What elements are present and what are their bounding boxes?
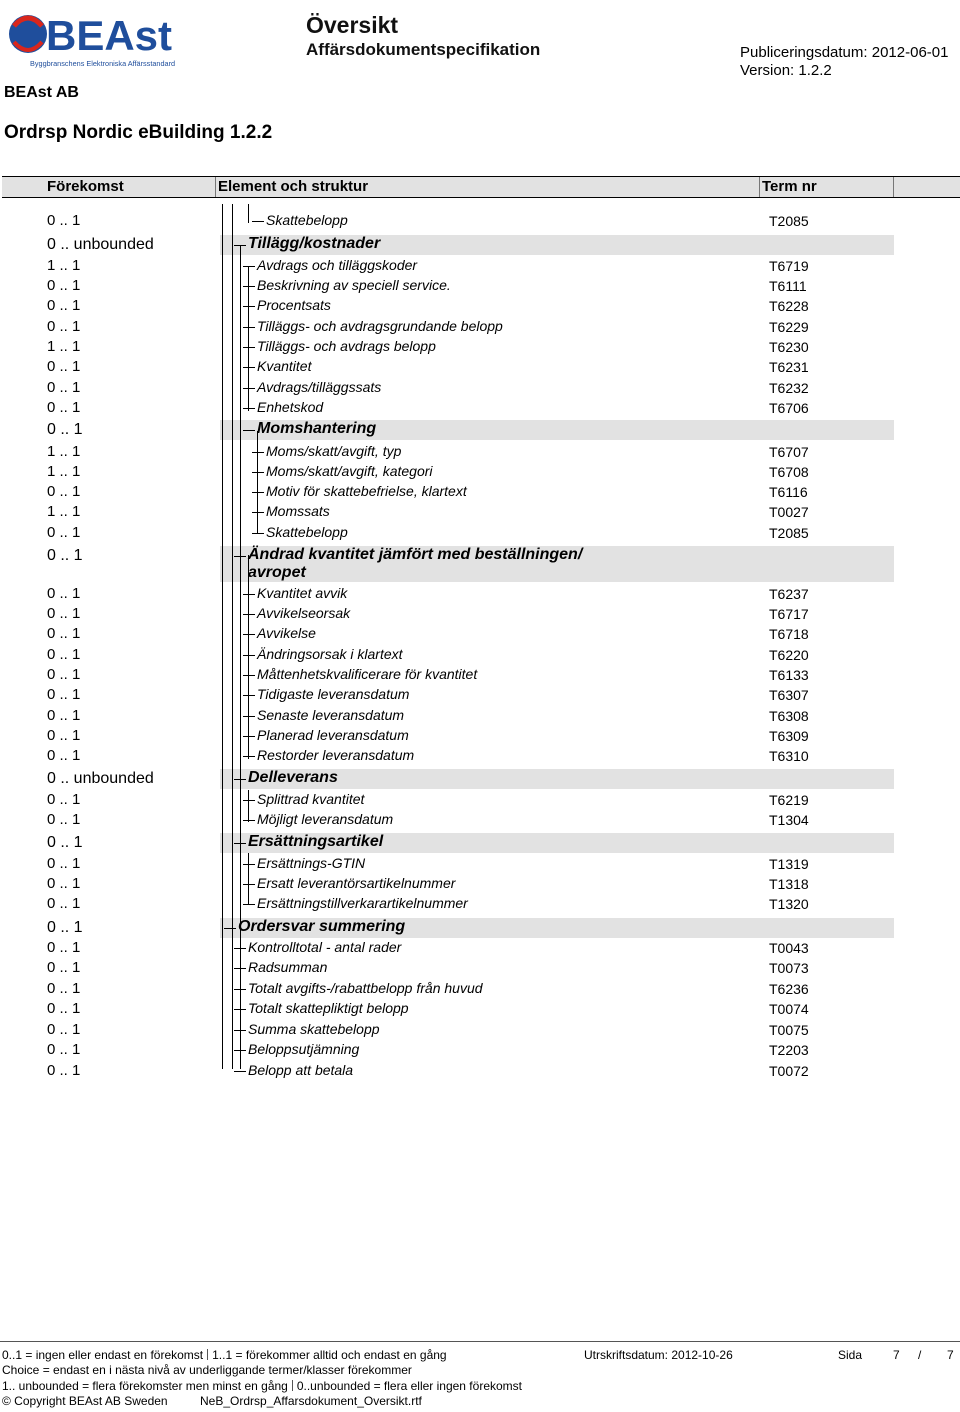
term-number: T1319 xyxy=(769,856,809,872)
group-row xyxy=(0,420,960,440)
term-number: T6718 xyxy=(769,626,809,642)
copyright: © Copyright BEAst AB Sweden xyxy=(2,1394,168,1408)
element-name: Radsumman xyxy=(248,959,328,975)
element-row xyxy=(0,378,960,398)
occurrence: 0 .. 1 xyxy=(47,895,81,912)
element-name: Procentsats xyxy=(257,297,331,313)
element-row xyxy=(0,746,960,766)
footer-divider xyxy=(0,1341,960,1342)
element-row xyxy=(0,523,960,543)
group-name: Tillägg/kostnader xyxy=(248,235,381,252)
occurrence: 0 .. 1 xyxy=(47,318,81,335)
term-number: T2203 xyxy=(769,1042,809,1058)
element-row xyxy=(0,958,960,978)
occurrence: 1 .. 1 xyxy=(47,338,81,355)
tree-connector xyxy=(243,800,255,801)
page-number: 7 xyxy=(893,1348,900,1362)
element-name: Ersättnings-GTIN xyxy=(257,855,366,871)
element-name: Moms/skatt/avgift, kategori xyxy=(266,463,433,479)
occurrence: 0 .. 1 xyxy=(47,547,83,564)
element-row xyxy=(0,462,960,482)
term-number: T1318 xyxy=(769,876,809,892)
occurrence: 0 .. 1 xyxy=(47,980,81,997)
term-number: T6309 xyxy=(769,728,809,744)
tree-guide xyxy=(248,204,249,223)
tree-connector xyxy=(243,306,255,307)
group-row xyxy=(0,546,960,582)
term-number: T6116 xyxy=(769,484,808,500)
occurrence: 0 .. 1 xyxy=(47,605,81,622)
version-label: Version: xyxy=(740,62,795,79)
tree-connector xyxy=(252,512,264,513)
element-row xyxy=(0,726,960,746)
occurrence: 0 .. 1 xyxy=(47,297,81,314)
occurrence: 0 .. 1 xyxy=(47,791,81,808)
term-number: T6706 xyxy=(769,400,809,416)
publication-date-value: 2012-06-01 xyxy=(871,44,949,61)
publication-date xyxy=(740,44,948,61)
col-divider xyxy=(759,177,760,197)
element-row xyxy=(0,502,960,522)
print-date-label: Utrskriftsdatum: xyxy=(584,1348,669,1362)
tree-connector xyxy=(252,492,264,493)
spec-title: Ordrsp Nordic eBuilding 1.2.2 xyxy=(4,122,273,143)
occurrence: 0 .. 1 xyxy=(47,399,81,416)
tree-guide xyxy=(248,555,249,759)
element-row xyxy=(0,398,960,418)
element-name: Ersatt leverantörsartikelnummer xyxy=(257,875,456,891)
legend-sep xyxy=(292,1380,293,1391)
term-number: T1320 xyxy=(769,896,809,912)
element-name: Möjligt leveransdatum xyxy=(257,811,394,827)
term-number: T0027 xyxy=(769,504,809,520)
group-row xyxy=(0,833,960,853)
element-name: Avdrags/tilläggssats xyxy=(257,379,382,395)
legend-sep xyxy=(207,1349,208,1360)
tree-guide xyxy=(222,204,223,1069)
term-number: T6228 xyxy=(769,298,809,314)
group-name: Ersättningsartikel xyxy=(248,833,384,850)
term-number: T0043 xyxy=(769,940,809,956)
element-name: Kontrolltotal - antal rader xyxy=(248,939,402,955)
tree-connector xyxy=(243,614,255,615)
element-row xyxy=(0,854,960,874)
element-name: Senaste leveransdatum xyxy=(257,707,405,723)
element-name: Enhetskod xyxy=(257,399,324,415)
tree-connector xyxy=(243,327,255,328)
tree-connector xyxy=(243,634,255,635)
occurrence: 0 .. unbounded xyxy=(47,236,154,253)
group-row xyxy=(0,918,960,938)
term-number: T6229 xyxy=(769,319,809,335)
tree-connector xyxy=(243,408,255,409)
logo-wordmark: BEAst xyxy=(46,12,173,59)
tree-connector xyxy=(243,675,255,676)
element-row xyxy=(0,584,960,604)
tree-connector xyxy=(243,367,255,368)
occurrence: 0 .. 1 xyxy=(47,666,81,683)
tree-connector xyxy=(243,864,255,865)
tree-connector xyxy=(252,452,264,453)
term-number: T6230 xyxy=(769,339,809,355)
occurrence: 1 .. 1 xyxy=(47,257,81,274)
element-name: Skattebelopp xyxy=(266,524,348,540)
term-number: T6310 xyxy=(769,748,809,764)
element-row xyxy=(0,604,960,624)
element-row xyxy=(0,894,960,914)
element-row xyxy=(0,317,960,337)
occurrence: 0 .. 1 xyxy=(47,1000,81,1017)
occurrence: 0 .. 1 xyxy=(47,483,81,500)
tree-guide xyxy=(232,204,233,1069)
element-name: Moms/skatt/avgift, typ xyxy=(266,443,402,459)
tree-guide xyxy=(248,266,249,411)
element-name: Tilläggs- och avdrags belopp xyxy=(257,338,436,354)
publication-date-label: Publiceringsdatum: xyxy=(740,44,868,61)
element-name: Splittrad kvantitet xyxy=(257,791,365,807)
term-number: T2085 xyxy=(769,213,809,229)
col-divider xyxy=(215,177,216,197)
term-number: T6133 xyxy=(769,667,809,683)
page-title: Översikt xyxy=(306,12,399,38)
col-divider xyxy=(893,177,894,197)
term-number: T6220 xyxy=(769,647,809,663)
tree-connector xyxy=(243,884,255,885)
page-separator: / xyxy=(918,1348,922,1362)
occurrence: 0 .. unbounded xyxy=(47,770,154,787)
tree-connector xyxy=(243,266,255,267)
column-header xyxy=(2,176,960,198)
term-number: T6231 xyxy=(769,359,809,375)
element-row xyxy=(0,665,960,685)
term-number: T6308 xyxy=(769,708,809,724)
occurrence: 0 .. 1 xyxy=(47,834,83,851)
tree-connector xyxy=(243,695,255,696)
occurrence: 0 .. 1 xyxy=(47,524,81,541)
element-row xyxy=(0,874,960,894)
occurrence: 0 .. 1 xyxy=(47,939,81,956)
occurrence: 0 .. 1 xyxy=(47,875,81,892)
occurrence: 0 .. 1 xyxy=(47,646,81,663)
tree-connector xyxy=(243,736,255,737)
occurrence: 0 .. 1 xyxy=(47,625,81,642)
element-row xyxy=(0,810,960,830)
occurrence: 0 .. 1 xyxy=(47,959,81,976)
tree-guide xyxy=(257,431,258,534)
col-occurrence: Förekomst xyxy=(47,178,124,195)
element-row xyxy=(0,938,960,958)
term-number: T6111 xyxy=(769,278,807,294)
occurrence: 0 .. 1 xyxy=(47,1041,81,1058)
term-number: T0072 xyxy=(769,1063,809,1079)
element-name: Ersättningstillverkarartikelnummer xyxy=(257,895,468,911)
element-row xyxy=(0,1040,960,1060)
element-name: Avvikelseorsak xyxy=(257,605,351,621)
tree-connector xyxy=(243,716,255,717)
element-row xyxy=(0,790,960,810)
occurrence: 0 .. 1 xyxy=(47,585,81,602)
term-number: T0074 xyxy=(769,1001,809,1017)
term-number: T6708 xyxy=(769,464,809,480)
tree-connector xyxy=(243,655,255,656)
page-subtitle: Affärsdokumentspecifikation xyxy=(306,40,541,59)
element-name: Totalt skattepliktigt belopp xyxy=(248,1000,409,1016)
tree-connector xyxy=(243,286,255,287)
term-number: T6719 xyxy=(769,258,809,274)
group-name-continued: avropet xyxy=(248,564,306,581)
term-number: T0075 xyxy=(769,1022,809,1038)
tree-connector xyxy=(243,594,255,595)
group-row xyxy=(0,769,960,789)
term-number: T1304 xyxy=(769,812,809,828)
tree-connector xyxy=(243,430,255,431)
occurrence: 0 .. 1 xyxy=(47,727,81,744)
element-row xyxy=(0,1061,960,1081)
legend-line-3 xyxy=(2,1379,522,1393)
term-number: T6307 xyxy=(769,687,809,703)
group-name: Delleverans xyxy=(248,769,338,786)
col-term: Term nr xyxy=(762,178,817,195)
element-name: Skattebelopp xyxy=(266,212,348,228)
element-row xyxy=(0,482,960,502)
element-name: Måttenhetskvalificerare för kvantitet xyxy=(257,666,478,682)
group-name: Ordersvar summering xyxy=(238,918,406,935)
legend-1-unbounded: 1.. unbounded = flera förekomster men minst en gång xyxy=(2,1379,288,1393)
element-row xyxy=(0,979,960,999)
element-name: Kvantitet avvik xyxy=(257,585,348,601)
element-name: Motiv för skattebefrielse, klartext xyxy=(266,483,467,499)
occurrence: 0 .. 1 xyxy=(47,212,81,229)
element-row xyxy=(0,211,960,231)
group-row xyxy=(0,235,960,255)
element-row xyxy=(0,337,960,357)
tree-connector xyxy=(252,221,264,222)
element-name: Restorder leveransdatum xyxy=(257,747,415,763)
legend-0-1: 0..1 = ingen eller endast en förekomst xyxy=(2,1348,204,1362)
legend-0-unbounded: 0..unbounded = flera eller ingen förekomst xyxy=(296,1379,522,1393)
occurrence: 0 .. 1 xyxy=(47,686,81,703)
element-row xyxy=(0,645,960,665)
col-element: Element och struktur xyxy=(218,178,369,195)
term-number: T6237 xyxy=(769,586,809,602)
term-number: T2085 xyxy=(769,525,809,541)
occurrence: 0 .. 1 xyxy=(47,421,83,438)
tree-connector xyxy=(234,1071,246,1072)
tree-connector xyxy=(243,904,255,905)
element-name: Avvikelse xyxy=(257,625,316,641)
occurrence: 0 .. 1 xyxy=(47,747,81,764)
tree-connector xyxy=(252,472,264,473)
occurrence: 0 .. 1 xyxy=(47,707,81,724)
occurrence: 1 .. 1 xyxy=(47,503,81,520)
element-name: Beloppsutjämning xyxy=(248,1041,360,1057)
group-name: Ändrad kvantitet jämfört med beställningen/ xyxy=(248,546,583,563)
tree-connector xyxy=(252,533,264,534)
element-name: Ändringsorsak i klartext xyxy=(257,646,403,662)
occurrence: 0 .. 1 xyxy=(47,919,83,936)
element-name: Totalt avgifts-/rabattbelopp från huvud xyxy=(248,980,483,996)
term-number: T6717 xyxy=(769,606,809,622)
occurrence: 0 .. 1 xyxy=(47,811,81,828)
tree-connector xyxy=(224,928,236,929)
element-name: Summa skattebelopp xyxy=(248,1021,380,1037)
occurrence: 0 .. 1 xyxy=(47,855,81,872)
term-number: T6232 xyxy=(769,380,809,396)
tree-connector xyxy=(243,388,255,389)
tree-connector xyxy=(243,756,255,757)
logo-tagline: Byggbranschens Elektroniska Affärsstandard xyxy=(30,59,176,68)
occurrence: 1 .. 1 xyxy=(47,443,81,460)
legend-choice: Choice = endast en i nästa nivå av underliggande termer/klasser förekommer xyxy=(2,1363,412,1377)
occurrence: 0 .. 1 xyxy=(47,1062,81,1079)
element-row xyxy=(0,624,960,644)
element-row xyxy=(0,296,960,316)
version xyxy=(740,62,832,79)
tree-connector xyxy=(243,820,255,821)
file-name: NeB_Ordrsp_Affarsdokument_Oversikt.rtf xyxy=(200,1394,422,1408)
print-date xyxy=(584,1348,733,1362)
term-number: T0073 xyxy=(769,960,809,976)
element-row xyxy=(0,357,960,377)
tree-guide xyxy=(240,246,241,1069)
group-name: Momshantering xyxy=(257,420,377,437)
term-number: T6219 xyxy=(769,792,809,808)
occurrence: 0 .. 1 xyxy=(47,358,81,375)
element-row xyxy=(0,276,960,296)
term-number: T6707 xyxy=(769,444,809,460)
element-name: Planerad leveransdatum xyxy=(257,727,409,743)
occurrence: 1 .. 1 xyxy=(47,463,81,480)
element-name: Avdrags och tilläggskoder xyxy=(257,257,418,273)
tree-guide xyxy=(248,853,249,905)
legend-1-1: 1..1 = förekommer alltid och endast en gång xyxy=(212,1348,447,1362)
legend-line-1 xyxy=(2,1348,447,1362)
occurrence: 0 .. 1 xyxy=(47,277,81,294)
occurrence: 0 .. 1 xyxy=(47,379,81,396)
element-row xyxy=(0,256,960,276)
element-name: Tilläggs- och avdragsgrundande belopp xyxy=(257,318,503,334)
tree-connector xyxy=(243,347,255,348)
term-number: T6236 xyxy=(769,981,809,997)
tree-guide xyxy=(248,790,249,822)
page-label: Sida xyxy=(838,1348,863,1362)
element-name: Tidigaste leveransdatum xyxy=(257,686,410,702)
element-row xyxy=(0,685,960,705)
occurrence: 0 .. 1 xyxy=(47,1021,81,1038)
element-row xyxy=(0,999,960,1019)
element-row xyxy=(0,1020,960,1040)
element-name: Belopp att betala xyxy=(248,1062,354,1078)
element-row xyxy=(0,706,960,726)
element-row xyxy=(0,442,960,462)
version-value: 1.2.2 xyxy=(798,62,832,79)
element-name: Momssats xyxy=(266,503,330,519)
element-name: Kvantitet xyxy=(257,358,312,374)
beast-logo-graphic xyxy=(6,4,178,70)
print-date-value: 2012-10-26 xyxy=(671,1348,733,1362)
page-total: 7 xyxy=(947,1348,954,1362)
beast-logo xyxy=(6,4,178,70)
company-name: BEAst AB xyxy=(4,84,79,101)
element-name: Beskrivning av speciell service. xyxy=(257,277,451,293)
